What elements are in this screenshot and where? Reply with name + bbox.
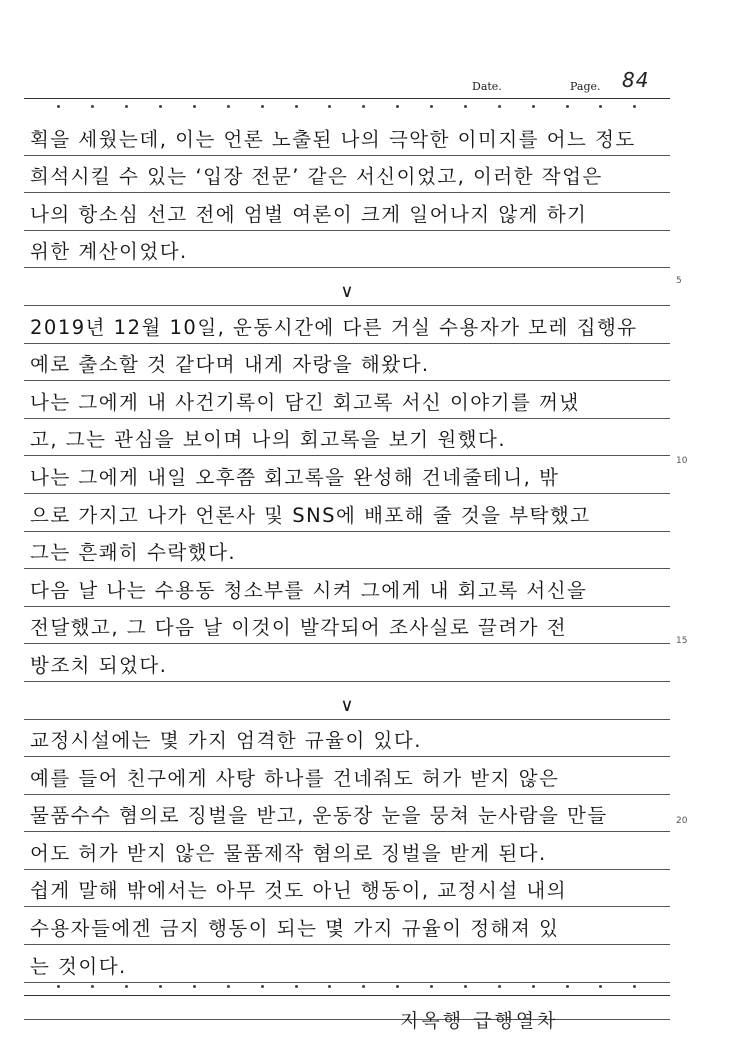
- ruled-line: [24, 757, 670, 795]
- ruled-line: [24, 569, 670, 607]
- ruled-line: [24, 344, 670, 382]
- line-text: 방조치 되었다.: [30, 653, 168, 677]
- line-text: 전달했고, 그 다음 날 이것이 발각되어 조사실로 끌려가 전: [30, 616, 568, 640]
- ruled-line: [24, 118, 670, 156]
- ruled-lines: [24, 118, 670, 1020]
- section-break-mark: ∨: [340, 280, 354, 302]
- bottom-dot-row: [24, 985, 670, 991]
- line-text: 나의 항소심 선고 전에 엄벌 여론이 크게 일어나지 않게 하기: [30, 202, 588, 226]
- ruled-line: [24, 494, 670, 532]
- page-header: [470, 68, 690, 100]
- line-text: 쉽게 말해 밖에서는 아무 것도 아닌 행동이, 교정시설 내의: [30, 879, 568, 903]
- signature-text: 지옥행 급행열차: [400, 1010, 559, 1032]
- line-text: 예로 출소할 것 같다며 내게 자랑을 해왔다.: [30, 353, 430, 377]
- ruled-line: [24, 832, 670, 870]
- line-text: 교정시설에는 몇 가지 엄격한 규율이 있다.: [30, 729, 422, 753]
- line-text: 나는 그에게 내일 오후쯤 회고록을 완성해 건네줄테니, 밖: [30, 465, 560, 489]
- line-text: 물품수수 혐의로 징벌을 받고, 운동장 눈을 뭉쳐 눈사람을 만들: [30, 804, 608, 828]
- line-number-20: 20: [676, 816, 688, 826]
- ruled-line: [24, 381, 670, 419]
- ruled-line: [24, 870, 670, 908]
- bottom-border: [24, 995, 670, 996]
- line-text: 으로 가지고 나가 언론사 및 SNS에 배포해 줄 것을 부탁했고: [30, 503, 591, 527]
- line-text: 2019년 12월 10일, 운동시간에 다른 거실 수용자가 모레 집행유: [30, 315, 638, 339]
- ruled-line: [24, 945, 670, 983]
- ruled-line: [24, 193, 670, 231]
- line-text: 어도 허가 받지 않은 물품제작 혐의로 징벌을 받게 된다.: [30, 841, 547, 865]
- line-number-margin: [676, 0, 706, 1046]
- line-number-15: 15: [676, 636, 688, 646]
- line-text: 는 것이다.: [30, 954, 127, 978]
- line-text: 희석시킬 수 있는 ‘입장 전문’ 같은 서신이었고, 이러한 작업은: [30, 165, 603, 189]
- top-dot-row: [24, 105, 670, 111]
- line-text: 예를 들어 친구에게 사탕 하나를 건네줘도 허가 받지 않은: [30, 766, 560, 790]
- ruled-line: [24, 156, 670, 194]
- ruled-line: [24, 682, 670, 720]
- ruled-line: [24, 644, 670, 682]
- ruled-line: [24, 720, 670, 758]
- ruled-line: [24, 231, 670, 269]
- line-text: 나는 그에게 내 사건기록이 담긴 회고록 서신 이야기를 꺼냈: [30, 390, 580, 414]
- ruled-line: [24, 607, 670, 645]
- line-text: 획을 세웠는데, 이는 언론 노출된 나의 극악한 이미지를 어느 정도: [30, 127, 636, 151]
- ruled-line: [24, 532, 670, 570]
- ruled-line: [24, 268, 670, 306]
- line-text: 위한 계산이었다.: [30, 240, 188, 264]
- top-border: [24, 98, 670, 99]
- ruled-line: [24, 907, 670, 945]
- line-text: 고, 그는 관심을 보이며 나의 회고록을 보기 원했다.: [30, 428, 507, 452]
- line-number-10: 10: [676, 456, 688, 466]
- line-text: 수용자들에겐 금지 행동이 되는 몇 가지 규율이 정해져 있: [30, 917, 560, 941]
- page-label: Page.: [570, 80, 601, 93]
- manuscript-sheet: [24, 98, 670, 996]
- line-text: 다음 날 나는 수용동 청소부를 시켜 그에게 내 회고록 서신을: [30, 578, 588, 602]
- ruled-line: [24, 456, 670, 494]
- ruled-line: [24, 306, 670, 344]
- ruled-line: [24, 419, 670, 457]
- ruled-line: [24, 795, 670, 833]
- date-label: Date.: [472, 80, 502, 93]
- section-break-mark: ∨: [340, 694, 354, 716]
- line-text: 그는 흔쾌히 수락했다.: [30, 541, 237, 565]
- line-number-5: 5: [676, 276, 682, 286]
- page-number: 84: [622, 68, 650, 92]
